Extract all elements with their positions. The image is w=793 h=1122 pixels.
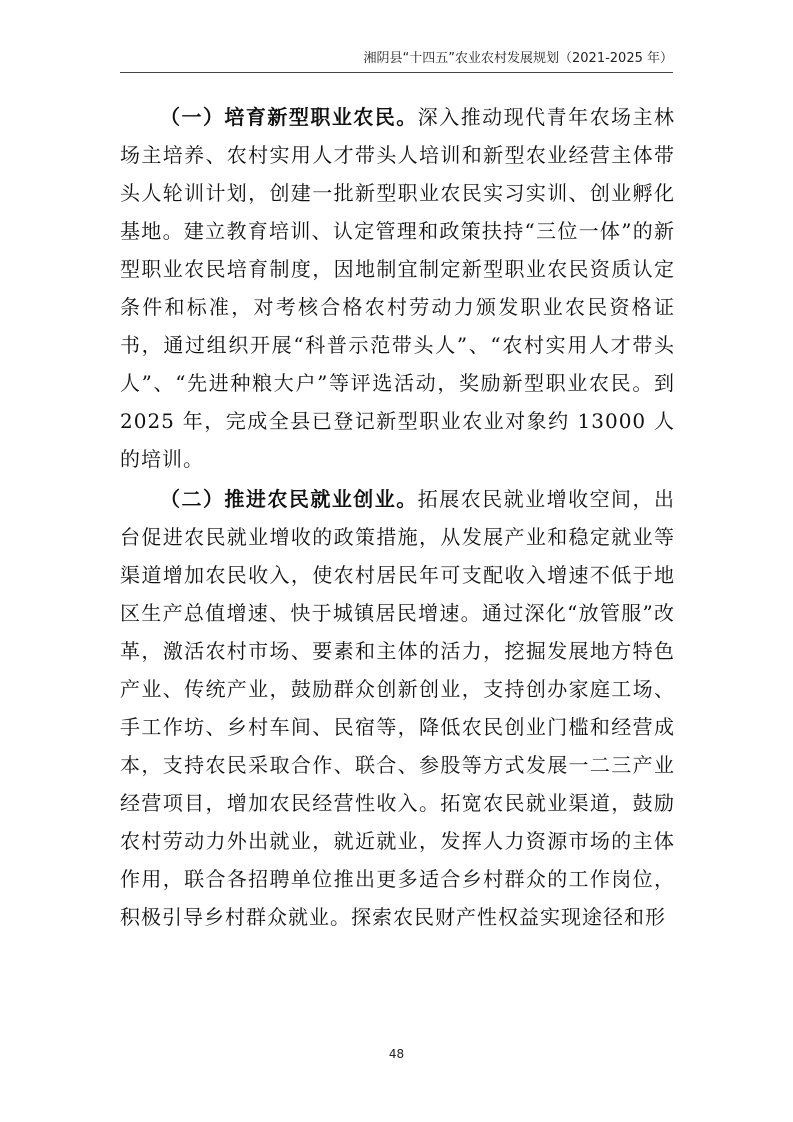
running-header: 湘阴县“十四五”农业农村发展规划（2021-2025 年）: [363, 51, 673, 66]
section-heading-cultivate-farmers: （一）培育新型职业农民。: [160, 105, 418, 129]
paragraph-text: 深入推动现代青年农场主林场主培养、农村实用人才带头人培训和新型农业经营主体带头人轮训计划，创建一批新型职业农民实习实训、创业孵化基地。建立教育培训、认定管理和政策扶持“三位一体”的新型职业农民培育制度，因地制宜制定新型职业农民资质认定条件和标准，对考核合格农村劳动力颁发职业农民资格证书，通过组织开展“科普示范带头人”、“农村实用人才带头人”、“先进种粮大户”等评选活动，奖励新型职业农民。到 2025 年，完成全县已登记新型职业农业对象约 13000 人的培训。: [120, 105, 676, 471]
header-divider: [120, 72, 673, 73]
page-number: 48: [388, 1047, 405, 1061]
body-text: [120, 98, 675, 936]
paragraph-employment: [120, 480, 675, 936]
paragraph-text: 拓展农民就业增收空间，出台促进农民就业增收的政策措施，从发展产业和稳定就业等渠道增加农民收入，使农村居民年可支配收入增速不低于地区生产总值增速、快于城镇居民增速。通过深化“放管服”改革，激活农村市场、要素和主体的活力，挖掘发展地方特色产业、传统产业，鼓励群众创新创业，支持创办家庭工场、手工作坊、乡村车间、民宿等，降低农民创业门槛和经营成本，支持农民采取合作、联合、参股等方式发展一二三产业经营项目，增加农民经营性收入。拓宽农民就业渠道，鼓励农村劳动力外出就业，就近就业，发挥人力资源市场的主体作用，联合各招聘单位推出更多适合乡村群众的工作岗位，积极引导乡村群众就业。探索农民财产性权益实现途径和形: [120, 487, 676, 929]
section-heading-employment: （二）推进农民就业创业。: [160, 487, 418, 511]
paragraph-cultivate-farmers: [120, 98, 675, 478]
